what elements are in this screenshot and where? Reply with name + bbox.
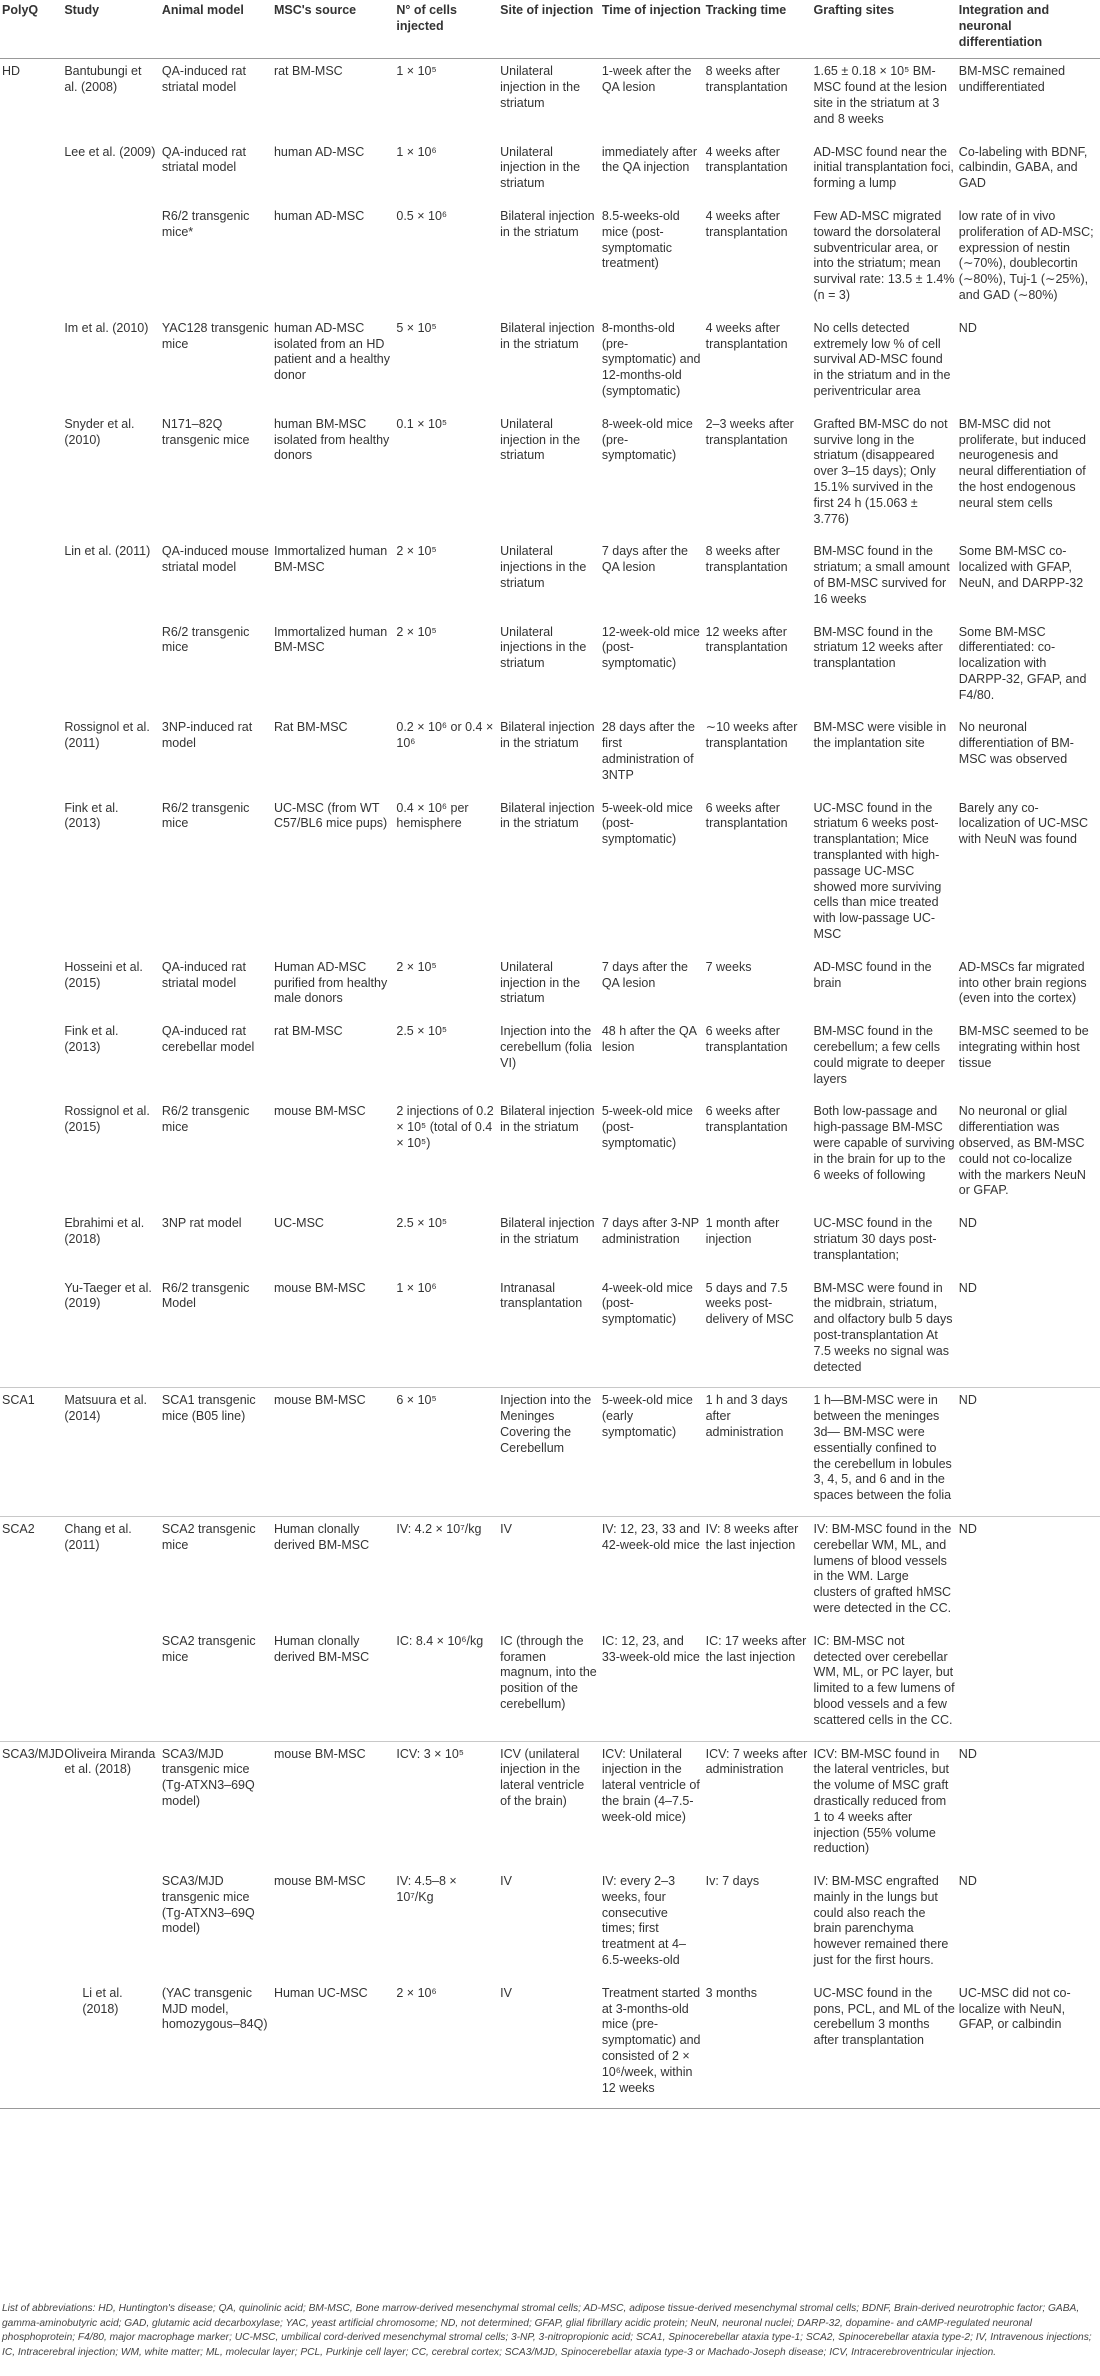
grafting-sites-cell: UC-MSC found in the striatum 6 weeks post-transplantation; Mice transplanted with high-passage UC-MSC showed more surviving cells than mice treated with low-passage UC-MSC <box>813 800 942 942</box>
injection-site-cell: Unilateral injection in the striatum <box>500 416 581 463</box>
injection-time-cell: 8-months-old (pre-symptomatic) and 12-months-old (symptomatic) <box>601 320 701 398</box>
polyq-cell: SCA3/MJD <box>0 1741 64 1869</box>
cells-injected-cell: 1 × 10⁶ <box>396 144 437 159</box>
integration-cell: Barely any co-localization of UC-MSC with NeuN was found <box>958 800 1089 847</box>
injection-time-cell: 7 days after the QA lesion <box>601 544 688 575</box>
polyq-cell <box>0 1099 64 1211</box>
msc-source-cell: Human clonally derived BM-MSC <box>274 1516 396 1628</box>
msc-source-cell: human BM-MSC isolated from healthy donors <box>273 416 390 463</box>
polyq-cell <box>0 140 64 204</box>
abbreviations-footnote: List of abbreviations: HD, Huntington's disease; QA, quinolinic acid; BM-MSC, Bone marrow-derived mesenchymal stromal cells; AD-MSC, adipose tissue-derived mesenchymal stromal cells; BDNF, Brain-derived neurotrophic factor; GABA, gamma-aminobutyric acid; GAD, glutamic acid decarboxylase; YAC, yeast artificial chromosome; ND, not determined; GFAP, glial fibrillary acidic protein; NeuN, neuronal nuclei; DARP-32, dopamine- and cAMP-regulated neuronal phosphoprotein; F4/80, major macrophage marker; UC-MSC, umbilical cord-derived mesenchymal stromal cells; 3-NP, 3-nitropropionic acid; SCA1, Spinocerebellar ataxia type-1; SCA2, Spinocerebellar ataxia type-2; IV, Intravenous injections; IC, Intracerebral injection; WM, white matter; ML, molecular layer; PCL, Purkinje cell layer; CC, cerebral cortex; SCA3/MJD, Spinocerebellar ataxia type-3 or Machado-Joseph disease; ICV, Intracerebroventricular injection. <box>2 2303 1092 2358</box>
header-msc-source: MSC's source <box>274 0 396 59</box>
cells-injected-cell: 2 × 10⁵ <box>396 624 437 639</box>
msc-source-cell: mouse BM-MSC <box>273 1104 366 1119</box>
study-cell: Bantubungi et al. (2008) <box>64 64 142 95</box>
grafting-sites-cell: No cells detected extremely low % of cell survival AD-MSC found in the striatum and in the periventricular area <box>813 320 951 398</box>
grafting-sites-cell: Few AD-MSC migrated toward the dorsolateral subventricular area, or into the striatum; mean survival rate: 13.5 ± 1.4% (n = 3) <box>813 208 955 302</box>
tracking-time-cell: 3 months <box>706 1981 814 2109</box>
animal-model-cell: N171–82Q transgenic mice <box>161 416 250 447</box>
table-row <box>0 1099 1100 1211</box>
animal-model-cell: SCA2 transgenic mice <box>161 1633 256 1664</box>
tracking-time-cell: 2–3 weeks after transplantation <box>705 416 794 447</box>
injection-site-cell: IC (through the foramen magnum, into the position of the cerebellum) <box>500 1633 597 1711</box>
animal-model-cell: QA-induced rat striatal model <box>161 144 246 175</box>
injection-time-cell: 5-week-old mice (post-symptomatic) <box>601 800 693 847</box>
table-row <box>0 796 1100 955</box>
animal-model-cell: R6/2 transgenic mice <box>161 1104 250 1135</box>
cells-injected-cell: 6 × 10⁵ <box>396 1388 500 1517</box>
header-tracking-time: Tracking time <box>706 0 814 59</box>
injection-time-cell: 48 h after the QA lesion <box>601 1024 697 1055</box>
injection-time-cell: Treatment started at 3-months-old mice (pre-symptomatic) and consisted of 2 × 10⁶/week, within 12 weeks <box>602 1981 706 2109</box>
polyq-cell <box>0 316 64 412</box>
table-body <box>0 59 1100 2109</box>
table-row <box>0 1211 1100 1275</box>
table-row <box>0 412 1100 540</box>
table-row <box>0 1388 1100 1517</box>
grafting-sites-cell: Both low-passage and high-passage BM-MSC were capable of surviving in the brain for up to the 6 weeks of following <box>813 1104 955 1182</box>
table-row <box>0 1516 1100 1628</box>
header-time-of-injection: Time of injection <box>602 0 706 59</box>
injection-site-cell: Unilateral injections in the striatum <box>500 624 587 671</box>
grafting-sites-cell: UC-MSC found in the pons, PCL, and ML of the cerebellum 3 months after transplantation <box>814 1981 959 2109</box>
table-row <box>0 1019 1100 1099</box>
msc-source-cell: human AD-MSC isolated from an HD patient and a healthy donor <box>273 320 391 383</box>
header-site-of-injection: Site of injection <box>500 0 602 59</box>
polyq-cell <box>0 1629 64 1741</box>
integration-cell: Some BM-MSC co-localized with GFAP, NeuN, and DARPP-32 <box>958 544 1084 590</box>
header-integration: Integration and neuronal differentiation <box>959 0 1100 59</box>
tracking-time-cell: 7 weeks <box>705 959 752 974</box>
msc-source-cell: UC-MSC <box>273 1216 324 1231</box>
injection-time-cell: 8.5-weeks-old mice (post-symptomatic treatment) <box>601 208 680 271</box>
tracking-time-cell: 4 weeks after transplantation <box>705 320 788 351</box>
tracking-time-cell: 6 weeks after transplantation <box>705 800 788 831</box>
header-grafting-sites: Grafting sites <box>814 0 959 59</box>
integration-cell: ND <box>958 1216 977 1231</box>
cells-injected-cell: 2 × 10⁵ <box>396 959 437 974</box>
integration-cell: BM-MSC did not proliferate, but induced neurogenesis and neural differentiation of the host endogenous neural stem cells <box>958 416 1086 510</box>
animal-model-cell: SCA3/MJD transgenic mice (Tg-ATXN3–69Q model) <box>162 1741 274 1869</box>
msc-source-cell: UC-MSC (from WT C57/BL6 mice pups) <box>273 800 388 831</box>
tracking-time-cell: IC: 17 weeks after the last injection <box>705 1633 807 1664</box>
tracking-time-cell: 8 weeks after transplantation <box>705 64 788 95</box>
grafting-sites-cell: IV: BM-MSC engrafted mainly in the lungs but could also reach the brain parenchyma however remained there just for the first hours. <box>813 1874 949 1968</box>
animal-model-cell: R6/2 transgenic mice <box>161 800 250 831</box>
study-cell: Hosseini et al. (2015) <box>64 959 143 990</box>
animal-model-cell: SCA2 transgenic mice <box>162 1516 274 1628</box>
injection-site-cell: Unilateral injection in the striatum <box>500 144 581 191</box>
grafting-sites-cell: BM-MSC found in the striatum; a small amount of BM-MSC survived for 16 weeks <box>813 544 950 606</box>
table-row <box>0 955 1100 1019</box>
tracking-time-cell: ICV: 7 weeks after administration <box>706 1741 814 1869</box>
cells-injected-cell: IV: 4.2 × 10⁷/kg <box>396 1516 500 1628</box>
header-polyq: PolyQ <box>0 0 64 59</box>
injection-time-cell: IV: every 2–3 weeks, four consecutive times; first treatment at 4–6.5-weeks-old <box>601 1874 686 1968</box>
cells-injected-cell: 2.5 × 10⁵ <box>396 1216 448 1231</box>
table-row <box>0 539 1100 619</box>
table-header-row <box>0 0 1100 59</box>
injection-site-cell: Injection into the cerebellum (folia VI) <box>500 1024 592 1070</box>
tracking-time-cell: 1 month after injection <box>705 1216 780 1246</box>
injection-site-cell: ICV (unilateral injection in the lateral ventricle of the brain) <box>500 1741 602 1869</box>
grafting-sites-cell: 1 h—BM-MSC were in between the meninges 3d— BM-MSC were essentially confined to the cerebellum in lobules 3, 4, 5, and 6 and in the spaces between the folia <box>814 1388 959 1517</box>
animal-model-cell: SCA3/MJD transgenic mice (Tg-ATXN3–69Q model) <box>161 1874 255 1936</box>
polyq-cell <box>0 1276 64 1388</box>
grafting-sites-cell: BM-MSC were found in the midbrain, striatum, and olfactory bulb 5 days post-transplantation At 7.5 weeks no signal was detected <box>813 1280 953 1374</box>
study-cell <box>64 204 162 316</box>
injection-site-cell: Intranasal transplantation <box>500 1280 583 1311</box>
tracking-time-cell: 1 h and 3 days after administration <box>706 1388 814 1517</box>
study-cell: Rossignol et al. (2011) <box>64 720 150 751</box>
injection-site-cell: Bilateral injection in the striatum <box>500 208 595 239</box>
msc-source-cell: Rat BM-MSC <box>273 720 348 735</box>
injection-time-cell: 8-week-old mice (pre-symptomatic) <box>601 416 693 463</box>
msc-source-cell: rat BM-MSC <box>273 1024 343 1039</box>
polyq-cell <box>0 1019 64 1099</box>
msc-source-cell: Immortalized human BM-MSC <box>273 544 388 575</box>
polyq-cell <box>0 539 64 619</box>
grafting-sites-cell: BM-MSC found in the cerebellum; a few cells could migrate to deeper layers <box>813 1024 945 1086</box>
study-cell: Fink et al. (2013) <box>64 1024 119 1055</box>
integration-cell: Some BM-MSC differentiated: co-localization with DARPP-32, GFAP, and F4/80. <box>958 624 1087 702</box>
study-cell: Im et al. (2010) <box>64 320 149 335</box>
table-row <box>0 204 1100 316</box>
grafting-sites-cell: BM-MSC found in the striatum 12 weeks after transplantation <box>813 624 943 671</box>
study-cell: Fink et al. (2013) <box>64 800 119 831</box>
study-cell <box>64 1869 162 1981</box>
cells-injected-cell: 2.5 × 10⁵ <box>396 1024 448 1039</box>
cells-injected-cell: 0.5 × 10⁶ <box>396 208 448 223</box>
grafting-sites-cell: IV: BM-MSC found in the cerebellar WM, ML, and lumens of blood vessels in the WM. Large clusters of grafted hMSC were detected in the CC. <box>814 1516 959 1628</box>
msc-source-cell: Human UC-MSC <box>274 1981 396 2109</box>
polyq-cell <box>0 1869 64 1981</box>
study-cell: Lee et al. (2009) <box>64 144 156 159</box>
animal-model-cell: YAC128 transgenic mice <box>161 320 269 351</box>
integration-cell: BM-MSC seemed to be integrating within host tissue <box>958 1024 1089 1070</box>
study-cell <box>64 620 162 716</box>
integration-cell: ND <box>959 1388 1100 1517</box>
injection-site-cell: Unilateral injection in the striatum <box>500 64 581 110</box>
cells-injected-cell: IV: 4.5–8 × 10⁷/Kg <box>396 1874 457 1904</box>
tracking-time-cell: ∼10 weeks after transplantation <box>705 720 798 751</box>
msc-source-cell: Human clonally derived BM-MSC <box>273 1633 370 1664</box>
polyq-cell <box>0 955 64 1019</box>
cells-injected-cell: 2 × 10⁵ <box>396 544 437 559</box>
study-cell <box>64 1629 162 1741</box>
table-row <box>0 316 1100 412</box>
msc-source-cell: mouse BM-MSC <box>273 1874 366 1889</box>
animal-model-cell: QA-induced rat cerebellar model <box>161 1024 255 1055</box>
msc-source-cell: mouse BM-MSC <box>273 1280 366 1295</box>
animal-model-cell: R6/2 transgenic mice <box>161 624 250 655</box>
grafting-sites-cell: ICV: BM-MSC found in the lateral ventricles, but the volume of MSC graft drastically reduced from 1 to 4 weeks after injection (55% volume reduction) <box>814 1741 959 1869</box>
msc-source-cell: Human AD-MSC purified from healthy male donors <box>273 959 388 1006</box>
injection-time-cell: 7 days after 3-NP administration <box>601 1216 699 1246</box>
polyq-cell <box>0 796 64 955</box>
msc-source-cell: mouse BM-MSC <box>274 1741 396 1869</box>
msc-source-cell: human AD-MSC <box>273 144 365 159</box>
integration-cell: No neuronal or glial differentiation was observed, as BM-MSC could not co-localize with the markers NeuN or GFAP. <box>958 1104 1086 1198</box>
injection-site-cell: Bilateral injection in the striatum <box>500 1104 595 1135</box>
grafting-sites-cell: 1.65 ± 0.18 × 10⁵ BM-MSC found at the lesion site in the striatum at 3 and 8 weeks <box>813 64 947 126</box>
header-study: Study <box>64 0 162 59</box>
integration-cell: AD-MSCs far migrated into other brain regions (even into the cortex) <box>958 959 1087 1006</box>
cells-injected-cell: 2 × 10⁶ <box>396 1981 500 2109</box>
study-cell: Snyder et al. (2010) <box>64 416 135 447</box>
study-cell: Ebrahimi et al. (2018) <box>64 1216 145 1246</box>
table-row <box>0 715 1100 795</box>
polyq-cell <box>0 1981 64 2109</box>
table-row <box>0 1869 1100 1981</box>
injection-time-cell: 5-week-old mice (early symptomatic) <box>602 1388 706 1517</box>
table-row <box>0 59 1100 140</box>
study-cell: Oliveira Miranda et al. (2018) <box>64 1741 162 1869</box>
cells-injected-cell: 0.1 × 10⁵ <box>396 416 448 431</box>
polyq-cell <box>0 1211 64 1275</box>
animal-model-cell: QA-induced rat striatal model <box>161 64 246 95</box>
study-cell: Yu-Taeger et al. (2019) <box>64 1280 152 1311</box>
header-cells-injected: N° of cells injected <box>396 0 500 59</box>
cells-injected-cell: 1 × 10⁵ <box>396 64 437 79</box>
integration-cell: Co-labeling with BDNF, calbindin, GABA, and GAD <box>958 144 1088 191</box>
animal-model-cell: QA-induced rat striatal model <box>161 959 246 990</box>
integration-cell: ND <box>958 1874 977 1889</box>
study-cell: Rossignol et al. (2015) <box>64 1104 150 1135</box>
polyq-cell <box>0 412 64 540</box>
tracking-time-cell: 6 weeks after transplantation <box>705 1024 788 1055</box>
grafting-sites-cell: UC-MSC found in the striatum 30 days post-transplantation; <box>813 1216 937 1262</box>
tracking-time-cell: 4 weeks after transplantation <box>705 144 788 175</box>
injection-site-cell: Unilateral injections in the striatum <box>500 544 587 590</box>
tracking-time-cell: 6 weeks after transplantation <box>705 1104 788 1135</box>
animal-model-cell: 3NP-induced rat model <box>161 720 253 751</box>
injection-time-cell: 1-week after the QA lesion <box>601 64 692 95</box>
injection-time-cell: ICV: Unilateral injection in the lateral ventricle of the brain (4–7.5-week-old mice) <box>602 1741 706 1869</box>
injection-time-cell: 4-week-old mice (post-symptomatic) <box>601 1280 693 1327</box>
cells-injected-cell: 0.4 × 10⁶ per hemisphere <box>396 800 469 831</box>
tracking-time-cell: IV: 8 weeks after the last injection <box>706 1516 814 1628</box>
grafting-sites-cell: BM-MSC were visible in the implantation site <box>813 720 947 751</box>
cells-injected-cell: ICV: 3 × 10⁵ <box>396 1741 500 1869</box>
table-row <box>0 1276 1100 1388</box>
injection-time-cell: IC: 12, 23, and 33-week-old mice <box>601 1633 700 1664</box>
integration-cell <box>959 1629 1100 1741</box>
msc-source-cell: Immortalized human BM-MSC <box>273 624 388 655</box>
polyq-cell: HD <box>2 64 21 79</box>
grafting-sites-cell: AD-MSC found near the initial transplantation foci, forming a lump <box>813 144 954 191</box>
table-row <box>0 140 1100 204</box>
study-cell: Lin et al. (2011) <box>64 544 151 559</box>
study-cell: Li et al. (2018) <box>64 1981 162 2109</box>
study-cell: Matsuura et al. (2014) <box>64 1388 162 1517</box>
cells-injected-cell: 5 × 10⁵ <box>396 320 437 335</box>
cells-injected-cell: 0.2 × 10⁶ or 0.4 × 10⁶ <box>396 720 494 751</box>
animal-model-cell: QA-induced mouse striatal model <box>161 544 269 575</box>
table-row <box>0 1981 1100 2109</box>
animal-model-cell: R6/2 transgenic Model <box>161 1280 250 1311</box>
injection-site-cell: Injection into the Meninges Covering the Cerebellum <box>500 1388 602 1517</box>
cells-injected-cell: 2 injections of 0.2 × 10⁵ (total of 0.4 × 10⁵) <box>396 1104 494 1151</box>
polyq-cell <box>0 620 64 716</box>
study-cell: Chang et al. (2011) <box>64 1516 162 1628</box>
injection-time-cell: immediately after the QA injection <box>601 144 698 175</box>
polyq-cell: SCA1 <box>0 1388 64 1517</box>
injection-site-cell: Bilateral injection in the striatum <box>500 1216 595 1246</box>
animal-model-cell: (YAC transgenic MJD model, homozygous–84Q) <box>162 1981 274 2109</box>
integration-cell: BM-MSC remained undifferentiated <box>958 64 1066 95</box>
animal-model-cell: SCA1 transgenic mice (B05 line) <box>162 1388 274 1517</box>
integration-cell: ND <box>958 1280 977 1295</box>
integration-cell: ND <box>959 1741 1100 1869</box>
polyq-cell: SCA2 <box>0 1516 64 1628</box>
table-row <box>0 1629 1100 1741</box>
tracking-time-cell: 5 days and 7.5 weeks post-delivery of MSC <box>705 1280 794 1327</box>
integration-cell: ND <box>959 1516 1100 1628</box>
integration-cell: UC-MSC did not co-localize with NeuN, GFAP, or calbindin <box>959 1981 1100 2109</box>
msc-source-cell: human AD-MSC <box>273 208 365 223</box>
msc-source-cell: mouse BM-MSC <box>274 1388 396 1517</box>
grafting-sites-cell: AD-MSC found in the brain <box>813 959 932 990</box>
grafting-sites-cell: Grafted BM-MSC do not survive long in the striatum (disappeared over 3–15 days); Only 15.1% survived in the first 24 h (15.063 ± 3.776) <box>813 416 948 526</box>
table-row <box>0 1741 1100 1869</box>
integration-cell: ND <box>958 320 977 335</box>
injection-time-cell: 5-week-old mice (post-symptomatic) <box>601 1104 693 1151</box>
header-animal-model: Animal model <box>162 0 274 59</box>
animal-model-cell: R6/2 transgenic mice* <box>161 208 250 239</box>
injection-site-cell: Unilateral injection in the striatum <box>500 959 581 1006</box>
injection-site-cell: Bilateral injection in the striatum <box>500 320 595 351</box>
cells-injected-cell: 1 × 10⁶ <box>396 1280 437 1295</box>
msc-source-cell: rat BM-MSC <box>273 64 343 79</box>
polyq-cell <box>0 715 64 795</box>
injection-time-cell: 7 days after the QA lesion <box>601 959 688 990</box>
injection-time-cell: 12-week-old mice (post-symptomatic) <box>601 624 700 671</box>
injection-site-cell: Bilateral injection in the striatum <box>500 800 595 831</box>
table-row <box>0 620 1100 716</box>
injection-site-cell: IV <box>500 1981 602 2109</box>
integration-cell: low rate of in vivo proliferation of AD-MSC; expression of nestin (∼70%), doublecortin (∼80%), Tuj-1 (∼25%), and GAD (∼80%) <box>958 208 1094 302</box>
cells-injected-cell: IC: 8.4 × 10⁶/kg <box>396 1633 484 1648</box>
grafting-sites-cell: IC: BM-MSC not detected over cerebellar WM, ML, or PC layer, but limited to a few lumens of blood vessels and a few scattered cells in the CC. <box>813 1633 955 1727</box>
tracking-time-cell: 4 weeks after transplantation <box>705 208 788 239</box>
tracking-time-cell: 12 weeks after transplantation <box>705 624 788 655</box>
injection-site-cell: IV <box>500 1516 602 1628</box>
injection-site-cell: IV <box>500 1874 512 1889</box>
injection-time-cell: IV: 12, 23, 33 and 42-week-old mice <box>602 1516 706 1628</box>
injection-time-cell: 28 days after the first administration of 3NTP <box>601 720 695 782</box>
polyq-cell <box>0 204 64 316</box>
tracking-time-cell: Iv: 7 days <box>705 1874 760 1889</box>
tracking-time-cell: 8 weeks after transplantation <box>705 544 788 575</box>
injection-site-cell: Bilateral injection in the striatum <box>500 720 595 751</box>
integration-cell: No neuronal differentiation of BM-MSC was observed <box>958 720 1074 767</box>
animal-model-cell: 3NP rat model <box>161 1216 242 1231</box>
